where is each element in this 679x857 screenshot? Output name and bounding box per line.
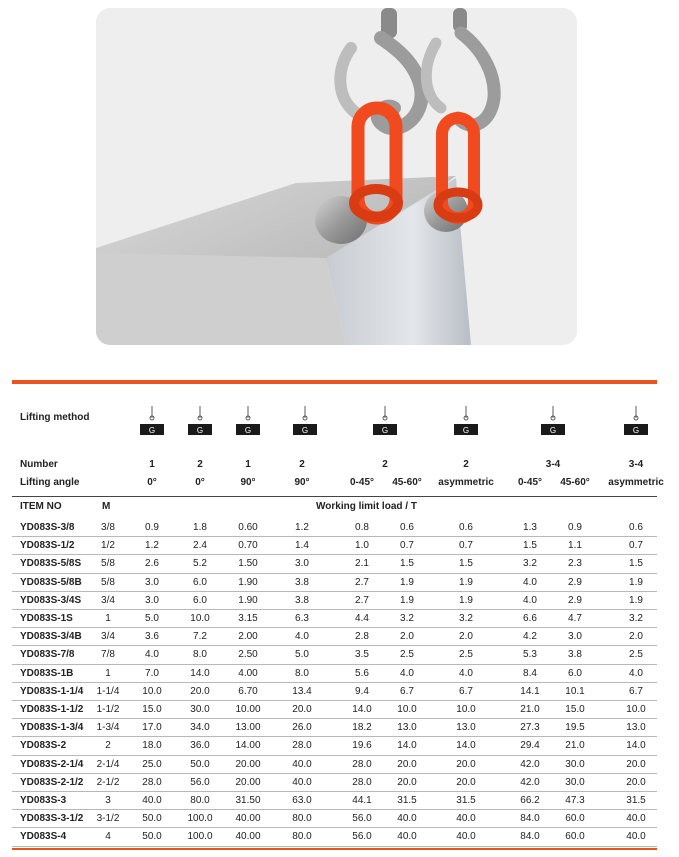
wll-cell: 36.0: [190, 740, 210, 752]
wll-cell: 1.5: [459, 558, 473, 570]
wll-cell: 1.90: [238, 576, 258, 588]
wll-cell: 18.0: [142, 740, 162, 752]
wll-cell: 13.00: [235, 722, 261, 734]
wll-cell: 10.1: [565, 685, 585, 697]
wll-cell: 6.7: [459, 685, 473, 697]
column-angle: asymmetric: [438, 477, 494, 488]
wll-cell: 5.0: [295, 649, 309, 661]
wll-cell: 1.8: [193, 522, 207, 533]
wll-cell: 4.7: [568, 613, 582, 624]
wll-cell: 100.0: [187, 831, 213, 843]
wll-cell: 13.0: [626, 722, 646, 734]
wll-cell: 20.00: [235, 758, 261, 770]
wll-cell: 2.6: [145, 558, 159, 570]
wll-cell: 1.9: [629, 576, 643, 588]
wll-cell: 1.2: [295, 522, 309, 533]
m-header: M: [102, 501, 111, 512]
wll-cell: 31.50: [235, 795, 261, 806]
wll-cell: 15.0: [565, 704, 585, 715]
wll-cell: 13.4: [292, 685, 312, 697]
wll-cell: 56.0: [352, 813, 372, 825]
wll-cell: 14.00: [235, 740, 261, 752]
wll-cell: 1.90: [238, 594, 258, 606]
wll-cell: 10.0: [397, 704, 417, 715]
wll-cell: 31.5: [456, 795, 476, 806]
column-number: 1: [245, 459, 251, 470]
wll-cell: 1.1: [568, 540, 582, 552]
wll-cell: 2.3: [568, 558, 582, 570]
wll-cell: 2.0: [459, 631, 473, 643]
row-divider: [12, 736, 657, 737]
m-cell: 3: [105, 795, 111, 806]
wll-cell: 0.6: [400, 522, 414, 533]
wll-cell: 2.4: [193, 540, 207, 552]
m-cell: 2: [105, 740, 111, 752]
item-no-cell: YD083S-2-1/4: [20, 758, 84, 770]
column-angle: 90°: [240, 477, 256, 488]
wll-cell: 3.5: [355, 649, 369, 661]
m-cell: 3/4: [101, 631, 115, 643]
wll-cell: 17.0: [142, 722, 162, 734]
wll-cell: 34.0: [190, 722, 210, 734]
wll-cell: 0.60: [238, 522, 258, 533]
wll-cell: 2.7: [355, 594, 369, 606]
wll-cell: 20.0: [397, 758, 417, 770]
wll-cell: 1.5: [400, 558, 414, 570]
wll-cell: 1.0: [355, 540, 369, 552]
lifting-method-symbol: [444, 404, 488, 445]
wll-cell: 20.0: [456, 776, 476, 788]
wll-cell: 5.6: [355, 667, 369, 679]
wll-cell: 1.2: [145, 540, 159, 552]
m-cell: 1: [105, 613, 111, 624]
wll-cell: 15.0: [142, 704, 162, 715]
item-no-cell: YD083S-1-1/4: [20, 685, 84, 697]
wll-cell: 30.0: [565, 776, 585, 788]
wll-cell: 28.0: [142, 776, 162, 788]
wll-cell: 20.0: [626, 758, 646, 770]
wll-cell: 14.0: [456, 740, 476, 752]
wll-cell: 40.00: [235, 831, 261, 843]
wll-cell: 6.7: [400, 685, 414, 697]
wll-cell: 28.0: [352, 776, 372, 788]
lifting-method-symbol: [130, 404, 174, 445]
wll-cell: 2.50: [238, 649, 258, 661]
wll-cell: 19.6: [352, 740, 372, 752]
wll-cell: 30.0: [190, 704, 210, 715]
wll-cell: 50.0: [190, 758, 210, 770]
item-no-cell: YD083S-1-3/4: [20, 722, 84, 734]
wll-cell: 14.0: [190, 667, 210, 679]
wll-cell: 20.00: [235, 776, 261, 788]
wll-cell: 2.00: [238, 631, 258, 643]
wll-cell: 40.00: [235, 813, 261, 825]
wll-cell: 10.00: [235, 704, 261, 715]
wll-cell: 4.4: [355, 613, 369, 624]
wll-cell: 6.3: [295, 613, 309, 624]
lifting-method-label: Lifting method: [20, 412, 90, 423]
row-divider: [12, 554, 657, 555]
wll-cell: 50.0: [142, 831, 162, 843]
wll-cell: 13.0: [456, 722, 476, 734]
item-no-cell: YD083S-2-1/2: [20, 776, 84, 788]
wll-cell: 0.9: [145, 522, 159, 533]
row-divider: [12, 627, 657, 628]
wll-cell: 40.0: [397, 831, 417, 843]
wll-cell: 56.0: [190, 776, 210, 788]
wll-cell: 30.0: [565, 758, 585, 770]
wll-cell: 6.70: [238, 685, 258, 697]
row-divider: [12, 846, 657, 847]
wll-cell: 1.9: [400, 594, 414, 606]
column-number: 1: [149, 459, 155, 470]
wll-cell: 21.0: [565, 740, 585, 752]
m-cell: 1-3/4: [96, 722, 120, 734]
wll-cell: 2.5: [629, 649, 643, 661]
wll-cell: 10.0: [626, 704, 646, 715]
lifting-angle-label: Lifting angle: [20, 477, 80, 488]
wll-cell: 4.00: [238, 667, 258, 679]
wll-cell: 3.2: [523, 558, 537, 570]
wll-cell: 4.0: [145, 649, 159, 661]
wll-cell: 31.5: [626, 795, 646, 806]
wll-cell: 8.4: [523, 667, 537, 679]
m-cell: 1/2: [101, 540, 115, 552]
wll-cell: 20.0: [292, 704, 312, 715]
wll-cell: 9.4: [355, 685, 369, 697]
wll-cell: 4.2: [523, 631, 537, 643]
wll-cell: 6.6: [523, 613, 537, 624]
wll-cell: 60.0: [565, 813, 585, 825]
wll-cell: 0.6: [629, 522, 643, 533]
wll-cell: 3.2: [400, 613, 414, 624]
svg-text:G: G: [196, 426, 204, 435]
wll-cell: 2.8: [355, 631, 369, 643]
wll-cell: 14.0: [626, 740, 646, 752]
row-divider: [12, 609, 657, 610]
wll-cell: 0.9: [568, 522, 582, 533]
m-cell: 1: [105, 667, 111, 679]
wll-cell: 1.3: [523, 522, 537, 533]
wll-cell: 19.5: [565, 722, 585, 734]
accent-rule: [12, 380, 657, 384]
wll-cell: 44.1: [352, 795, 372, 806]
column-angle: 0°: [195, 477, 205, 488]
svg-text:G: G: [148, 426, 156, 435]
item-no-header: ITEM NO: [20, 501, 62, 512]
wll-cell: 1.9: [459, 594, 473, 606]
wll-cell: 6.0: [193, 576, 207, 588]
wll-cell: 40.0: [292, 758, 312, 770]
row-divider: [12, 718, 657, 719]
m-cell: 1-1/4: [96, 685, 120, 697]
wll-cell: 80.0: [292, 813, 312, 825]
wll-cell: 6.7: [629, 685, 643, 697]
item-no-cell: YD083S-3/4B: [20, 631, 82, 643]
wll-cell: 26.0: [292, 722, 312, 734]
wll-cell: 10.0: [190, 613, 210, 624]
row-divider: [12, 773, 657, 774]
svg-text:G: G: [632, 426, 640, 435]
wll-cell: 2.9: [568, 594, 582, 606]
wll-cell: 3.2: [629, 613, 643, 624]
wll-cell: 1.9: [629, 594, 643, 606]
svg-text:G: G: [301, 426, 309, 435]
wll-cell: 4.0: [629, 667, 643, 679]
wll-cell: 42.0: [520, 776, 540, 788]
wll-cell: 40.0: [142, 795, 162, 806]
wll-cell: 31.5: [397, 795, 417, 806]
m-cell: 2-1/4: [96, 758, 120, 770]
wll-cell: 1.5: [629, 558, 643, 570]
wll-cell: 8.0: [295, 667, 309, 679]
column-number: 3-4: [628, 459, 644, 470]
wll-cell: 2.5: [400, 649, 414, 661]
m-cell: 2-1/2: [96, 776, 120, 788]
row-divider: [12, 591, 657, 592]
wll-cell: 5.3: [523, 649, 537, 661]
column-angle: 45-60°: [392, 477, 422, 488]
wll-cell: 1.4: [295, 540, 309, 552]
item-no-cell: YD083S-1/2: [20, 540, 75, 552]
column-angle: 0-45°: [517, 477, 542, 488]
row-divider: [12, 827, 657, 828]
header-divider: [12, 496, 657, 497]
wll-cell: 4.0: [295, 631, 309, 643]
wll-cell: 2.0: [400, 631, 414, 643]
item-no-cell: YD083S-1B: [20, 667, 74, 679]
wll-cell: 1.9: [459, 576, 473, 588]
wll-cell: 2.1: [355, 558, 369, 570]
item-no-cell: YD083S-5/8B: [20, 576, 82, 588]
item-no-cell: YD083S-4: [20, 831, 67, 843]
wll-cell: 10.0: [142, 685, 162, 697]
wll-cell: 0.7: [459, 540, 473, 552]
wll-cell: 6.0: [568, 667, 582, 679]
wll-cell: 1.50: [238, 558, 258, 570]
wll-cell: 7.0: [145, 667, 159, 679]
row-divider: [12, 700, 657, 701]
wll-cell: 84.0: [520, 813, 540, 825]
wll-cell: 4.0: [400, 667, 414, 679]
column-angle: 90°: [294, 477, 310, 488]
wll-cell: 7.2: [193, 631, 207, 643]
wll-cell: 40.0: [397, 813, 417, 825]
wll-cell: 1.5: [523, 540, 537, 552]
wll-cell: 5.2: [193, 558, 207, 570]
wll-cell: 47.3: [565, 795, 585, 806]
wll-cell: 5.0: [145, 613, 159, 624]
lifting-method-symbol: [178, 404, 222, 445]
wll-cell: 3.0: [145, 576, 159, 588]
lifting-point-illustration: [96, 8, 577, 345]
wll-cell: 3.0: [568, 631, 582, 643]
wll-cell: 20.0: [397, 776, 417, 788]
wll-cell: 84.0: [520, 831, 540, 843]
m-cell: 5/8: [101, 576, 115, 588]
column-angle: 45-60°: [560, 477, 590, 488]
lifting-method-symbol: [363, 404, 407, 445]
wll-cell: 0.7: [629, 540, 643, 552]
wll-cell: 4.0: [459, 667, 473, 679]
column-number: 2: [463, 459, 469, 470]
wll-cell: 0.8: [355, 522, 369, 533]
item-no-cell: YD083S-3: [20, 795, 67, 806]
wll-header: Working limit load / T: [316, 501, 417, 512]
wll-cell: 40.0: [456, 813, 476, 825]
wll-cell: 3.2: [459, 613, 473, 624]
lifting-method-symbol: [614, 404, 658, 445]
m-cell: 7/8: [101, 649, 115, 661]
number-label: Number: [20, 459, 58, 470]
item-no-cell: YD083S-7/8: [20, 649, 75, 661]
wll-cell: 3.6: [145, 631, 159, 643]
wll-cell: 3.8: [295, 594, 309, 606]
wll-cell: 20.0: [626, 776, 646, 788]
item-no-cell: YD083S-1S: [20, 613, 73, 624]
row-divider: [12, 682, 657, 683]
row-divider: [12, 791, 657, 792]
wll-cell: 3.8: [568, 649, 582, 661]
column-number: 2: [197, 459, 203, 470]
wll-cell: 8.0: [193, 649, 207, 661]
wll-cell: 50.0: [142, 813, 162, 825]
column-angle: 0°: [147, 477, 157, 488]
wll-cell: 40.0: [626, 831, 646, 843]
wll-cell: 3.0: [145, 594, 159, 606]
row-divider: [12, 755, 657, 756]
lifting-method-symbol: [531, 404, 575, 445]
column-angle: 0-45°: [349, 477, 374, 488]
wll-cell: 14.0: [352, 704, 372, 715]
row-divider: [12, 645, 657, 646]
lifting-method-symbol: [283, 404, 327, 445]
wll-cell: 42.0: [520, 758, 540, 770]
row-divider: [12, 573, 657, 574]
table-bottom-rule: [12, 848, 657, 850]
wll-cell: 25.0: [142, 758, 162, 770]
wll-cell: 14.0: [397, 740, 417, 752]
wll-cell: 40.0: [626, 813, 646, 825]
m-cell: 3-1/2: [96, 813, 120, 825]
item-no-cell: YD083S-3-1/2: [20, 813, 84, 825]
column-number: 3-4: [545, 459, 561, 470]
column-angle: asymmetric: [608, 477, 664, 488]
svg-text:G: G: [462, 426, 470, 435]
item-no-cell: YD083S-3/4S: [20, 594, 82, 606]
row-divider: [12, 809, 657, 810]
m-cell: 3/4: [101, 594, 115, 606]
wll-cell: 20.0: [456, 758, 476, 770]
wll-cell: 66.2: [520, 795, 540, 806]
column-number: 2: [382, 459, 388, 470]
wll-cell: 2.7: [355, 576, 369, 588]
wll-cell: 27.3: [520, 722, 540, 734]
wll-cell: 63.0: [292, 795, 312, 806]
m-cell: 3/8: [101, 522, 115, 533]
wll-cell: 0.7: [400, 540, 414, 552]
wll-cell: 0.6: [459, 522, 473, 533]
wll-cell: 40.0: [456, 831, 476, 843]
wll-cell: 13.0: [397, 722, 417, 734]
svg-text:G: G: [381, 426, 389, 435]
wll-cell: 80.0: [190, 795, 210, 806]
wll-cell: 60.0: [565, 831, 585, 843]
wll-cell: 14.1: [520, 685, 540, 697]
svg-text:G: G: [244, 426, 252, 435]
item-no-cell: YD083S-3/8: [20, 522, 75, 533]
m-cell: 5/8: [101, 558, 115, 570]
svg-text:G: G: [549, 426, 557, 435]
m-cell: 1-1/2: [96, 704, 120, 715]
wll-cell: 100.0: [187, 813, 213, 825]
item-no-cell: YD083S-1-1/2: [20, 704, 84, 715]
wll-cell: 10.0: [456, 704, 476, 715]
wll-cell: 28.0: [292, 740, 312, 752]
column-number: 2: [299, 459, 305, 470]
wll-cell: 2.9: [568, 576, 582, 588]
wll-cell: 2.0: [629, 631, 643, 643]
lifting-method-symbol: [226, 404, 270, 445]
wll-cell: 0.70: [238, 540, 258, 552]
wll-cell: 56.0: [352, 831, 372, 843]
item-no-cell: YD083S-5/8S: [20, 558, 82, 570]
wll-cell: 28.0: [352, 758, 372, 770]
wll-cell: 21.0: [520, 704, 540, 715]
row-divider: [12, 536, 657, 537]
wll-cell: 3.15: [238, 613, 258, 624]
wll-cell: 2.5: [459, 649, 473, 661]
wll-cell: 1.9: [400, 576, 414, 588]
wll-cell: 6.0: [193, 594, 207, 606]
m-cell: 4: [105, 831, 111, 843]
wll-cell: 3.8: [295, 576, 309, 588]
wll-cell: 40.0: [292, 776, 312, 788]
wll-cell: 18.2: [352, 722, 372, 734]
wll-cell: 20.0: [190, 685, 210, 697]
row-divider: [12, 664, 657, 665]
wll-cell: 4.0: [523, 576, 537, 588]
wll-cell: 80.0: [292, 831, 312, 843]
product-photo: [96, 8, 577, 345]
wll-cell: 29.4: [520, 740, 540, 752]
item-no-cell: YD083S-2: [20, 740, 67, 752]
wll-cell: 3.0: [295, 558, 309, 570]
wll-cell: 4.0: [523, 594, 537, 606]
